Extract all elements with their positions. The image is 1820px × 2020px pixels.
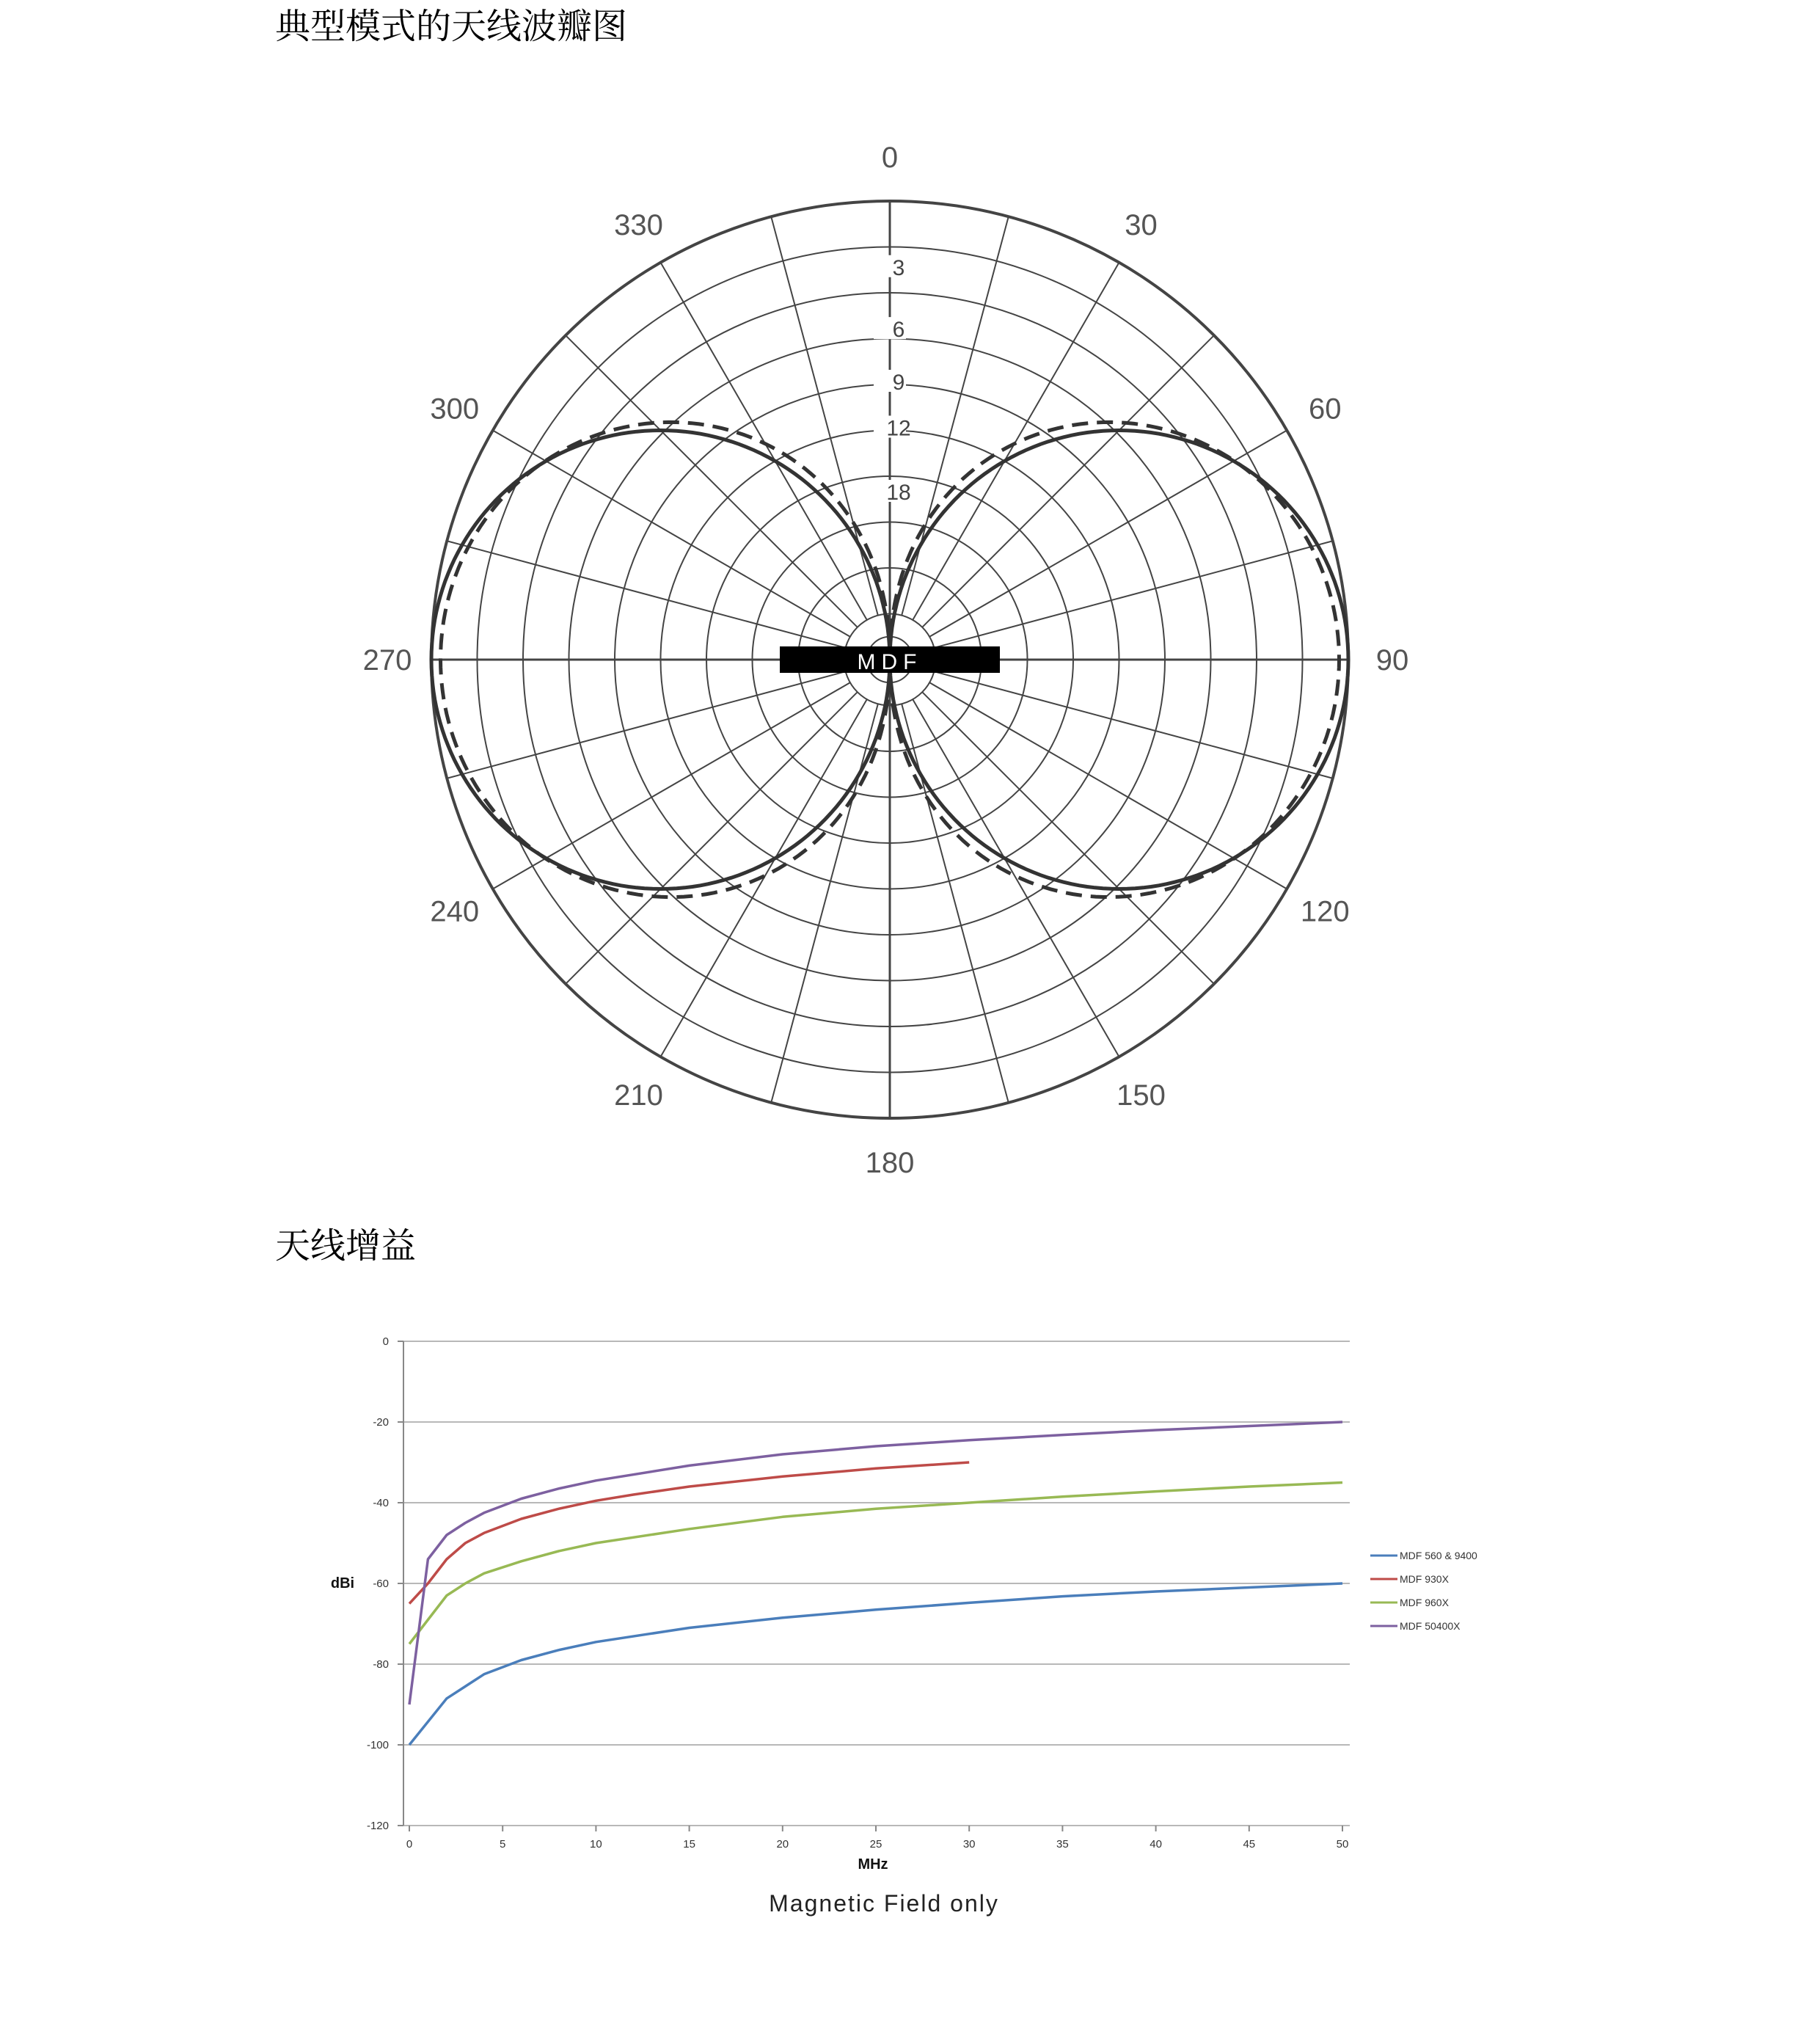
gain-xtick-label: 50 [1336, 1838, 1349, 1851]
legend-entry: MDF 50400X [1400, 1620, 1461, 1632]
gain-ytick-label: -100 [366, 1739, 389, 1751]
gain-xtick-label: 45 [1243, 1838, 1256, 1851]
gain-series-line [409, 1422, 1342, 1704]
gain-xtick-label: 20 [776, 1838, 789, 1851]
gain-xtick-label: 5 [500, 1838, 506, 1851]
polar-angle-label: 90 [1375, 644, 1409, 677]
polar-angle-label: 210 [614, 1079, 663, 1112]
polar-angle-label: 180 [865, 1147, 915, 1179]
polar-angle-label: 0 [881, 142, 899, 174]
polar-radial-label: 18 [886, 481, 911, 505]
gain-grid [403, 1341, 1350, 1826]
legend-entry: MDF 560 & 9400 [1400, 1550, 1477, 1561]
polar-radial-label: 9 [892, 371, 905, 395]
gain-axes [367, 1335, 1348, 1851]
polar-radial-label: 6 [892, 318, 905, 343]
chart-caption: Magnetic Field only [769, 1890, 999, 1917]
gain-series-line [409, 1462, 969, 1604]
gain-ytick-label: -20 [373, 1416, 389, 1429]
y-axis-label: dBi [330, 1575, 355, 1591]
polar-angle-label: 120 [1300, 895, 1350, 928]
gain-legend [1370, 1550, 1477, 1632]
polar-section-heading: 典型模式的天线波瓣图 [275, 6, 628, 47]
gain-ytick-label: -40 [373, 1497, 389, 1509]
gain-xtick-label: 15 [683, 1838, 695, 1851]
gain-ytick-label: -60 [373, 1578, 389, 1590]
polar-angle-label: 60 [1308, 393, 1342, 426]
gain-ytick-label: 0 [382, 1335, 389, 1348]
gain-xtick-label: 10 [590, 1838, 602, 1851]
polar-angle-label: 150 [1117, 1079, 1166, 1112]
polar-radial-label: 12 [886, 416, 911, 441]
gain-series-line [409, 1483, 1342, 1644]
gain-xtick-label: 30 [962, 1838, 976, 1851]
gain-xtick-label: 0 [406, 1838, 413, 1851]
polar-angle-label: 330 [614, 208, 663, 241]
gain-ytick-label: -120 [366, 1820, 389, 1832]
gain-xtick-label: 40 [1150, 1838, 1162, 1851]
polar-angle-label: 300 [430, 393, 480, 426]
gain-xtick-label: 35 [1056, 1838, 1069, 1851]
gain-xtick-label: 25 [869, 1838, 882, 1851]
polar-radial-label: 3 [892, 255, 905, 280]
mdf-center-label: MDF [857, 650, 923, 674]
x-axis-label: MHz [858, 1856, 888, 1873]
legend-entry: MDF 960X [1400, 1597, 1449, 1608]
gain-section-heading: 天线增益 [275, 1225, 417, 1266]
gain-ytick-label: -80 [373, 1658, 389, 1671]
polar-angle-label: 270 [362, 644, 412, 677]
polar-angle-label: 30 [1125, 208, 1158, 241]
legend-entry: MDF 930X [1400, 1573, 1449, 1585]
polar-angle-label: 240 [430, 895, 480, 928]
